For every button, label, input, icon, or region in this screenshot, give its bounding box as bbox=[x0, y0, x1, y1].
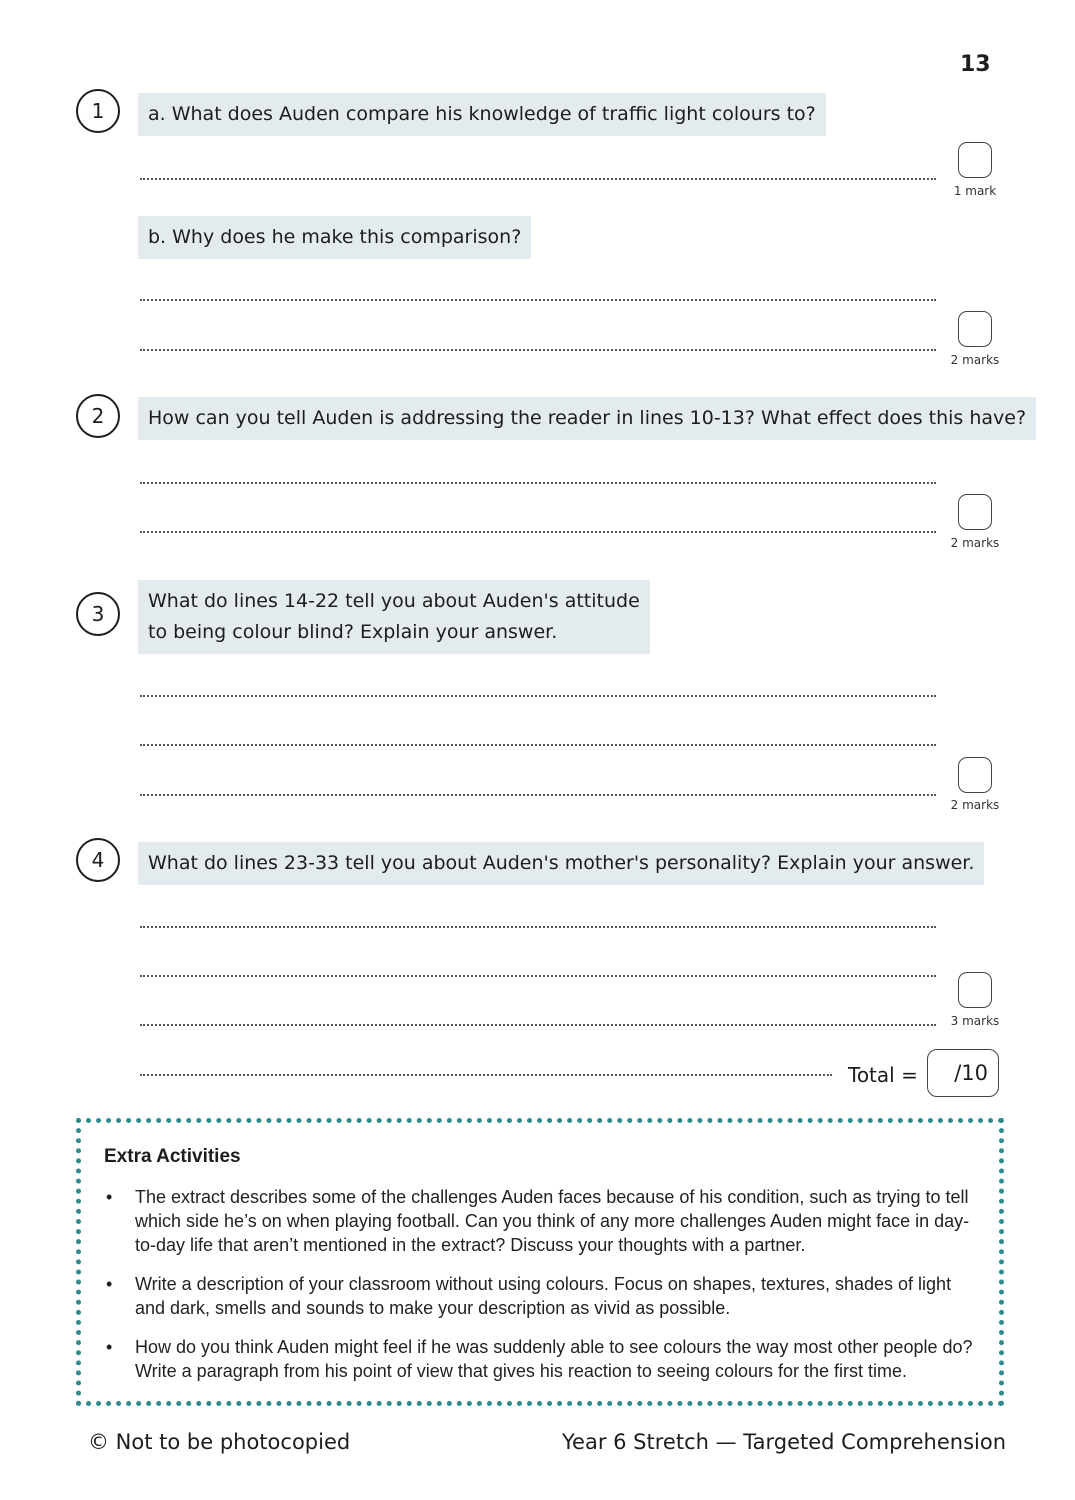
question-3-line-2: to being colour blind? Explain your answer. bbox=[148, 621, 558, 643]
total-label: Total = bbox=[848, 1063, 918, 1087]
total-score-box[interactable] bbox=[927, 1049, 999, 1097]
answer-line[interactable] bbox=[140, 695, 936, 697]
question-number-4: 4 bbox=[76, 838, 120, 882]
extra-activity-item bbox=[104, 1335, 974, 1383]
answer-line[interactable] bbox=[140, 1074, 832, 1076]
answer-line[interactable] bbox=[140, 482, 936, 484]
question-number-3: 3 bbox=[76, 592, 120, 636]
answer-line[interactable] bbox=[140, 531, 936, 533]
mark-label-1b: 2 marks bbox=[950, 353, 1000, 367]
answer-line[interactable] bbox=[140, 744, 936, 746]
answer-line[interactable] bbox=[140, 1024, 936, 1026]
mark-label-4: 3 marks bbox=[950, 1014, 1000, 1028]
question-number-2: 2 bbox=[76, 394, 120, 438]
question-1b-prompt: b. Why does he make this comparison? bbox=[138, 216, 531, 259]
mark-box-1b[interactable] bbox=[958, 311, 992, 347]
mark-box-1a[interactable] bbox=[958, 142, 992, 178]
question-number-1: 1 bbox=[76, 89, 120, 133]
question-1a-prompt: a. What does Auden compare his knowledge of traffic light colours to? bbox=[138, 93, 826, 136]
extra-activity-text: The extract describes some of the challenges Auden faces because of his condition, such as trying to tell which side he’s on when playing football. Can you think of any more challenges Auden might face in day-to-day life that aren’t mentioned in the extract? Discuss your thoughts with a partner. bbox=[135, 1187, 970, 1255]
answer-line[interactable] bbox=[140, 926, 936, 928]
mark-label-3: 2 marks bbox=[950, 798, 1000, 812]
mark-label-2: 2 marks bbox=[950, 536, 1000, 550]
extra-activity-text: How do you think Auden might feel if he was suddenly able to see colours the way most other people do? Write a paragraph from his point of view that gives his reaction to seeing colours for the first time. bbox=[135, 1337, 973, 1381]
mark-label-1a: 1 mark bbox=[953, 184, 997, 198]
footer-title: Year 6 Stretch — Targeted Comprehension bbox=[562, 1430, 1007, 1454]
mark-box-3[interactable] bbox=[958, 757, 992, 793]
answer-line[interactable] bbox=[140, 794, 936, 796]
answer-line[interactable] bbox=[140, 299, 936, 301]
question-4-prompt: What do lines 23-33 tell you about Auden's mother's personality? Explain your answer. bbox=[138, 842, 984, 885]
bullet-icon: • bbox=[106, 1187, 113, 1207]
answer-line[interactable] bbox=[140, 349, 936, 351]
question-3-prompt bbox=[138, 580, 650, 654]
mark-box-2[interactable] bbox=[958, 494, 992, 530]
extra-activity-item bbox=[104, 1272, 974, 1320]
page-number: 13 bbox=[960, 52, 991, 77]
bullet-icon: • bbox=[106, 1337, 113, 1357]
footer-copyright: © Not to be photocopied bbox=[88, 1430, 351, 1454]
question-3-line-1: What do lines 14-22 tell you about Auden's attitude bbox=[148, 590, 640, 612]
answer-line[interactable] bbox=[140, 975, 936, 977]
extra-activity-item bbox=[104, 1185, 974, 1257]
extra-activity-text: Write a description of your classroom without using colours. Focus on shapes, textures, shades of light and dark, smells and sounds to make your description as vivid as possible. bbox=[135, 1274, 952, 1318]
total-score-value: /10 bbox=[954, 1061, 988, 1085]
answer-line[interactable] bbox=[140, 178, 936, 180]
question-2-prompt: How can you tell Auden is addressing the reader in lines 10-13? What effect does this have? bbox=[138, 397, 1036, 440]
bullet-icon: • bbox=[106, 1274, 113, 1294]
mark-box-4[interactable] bbox=[958, 972, 992, 1008]
extra-activities-title: Extra Activities bbox=[104, 1146, 241, 1167]
